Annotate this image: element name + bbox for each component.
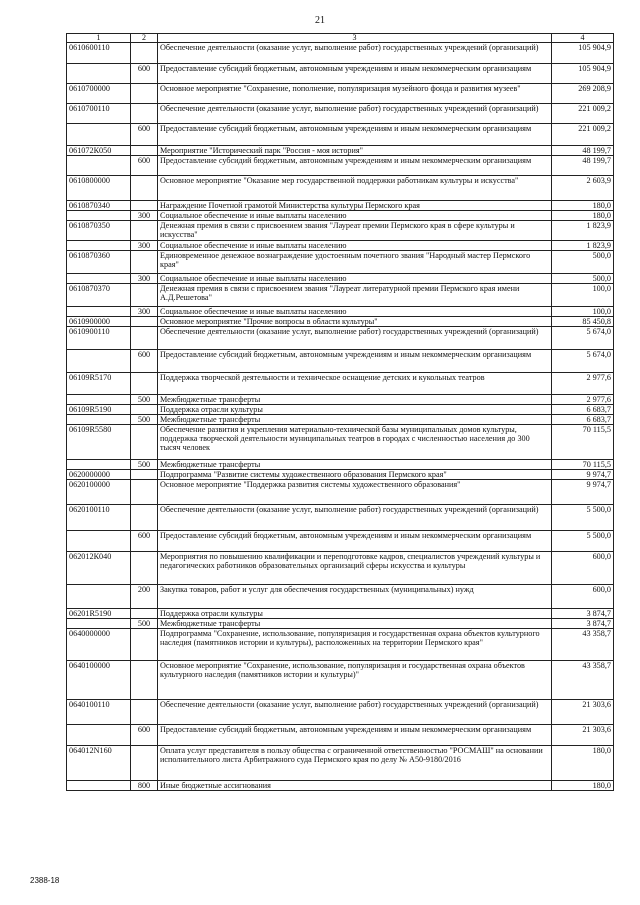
row-amount: 180,0 — [552, 201, 614, 211]
page-number: 21 — [315, 15, 325, 26]
row-amount: 6 683,7 — [552, 415, 614, 425]
row-description: Предоставление субсидий бюджетным, автономным учреждениям и иным некоммерческим организациям — [158, 124, 552, 146]
table-row — [67, 221, 614, 241]
row-code — [67, 350, 131, 373]
table-row — [67, 211, 614, 221]
row-expense-type: 200 — [131, 585, 158, 609]
table-row — [67, 629, 614, 661]
row-code: 0610700000 — [67, 84, 131, 104]
row-description: Награждение Почетной грамотой Министерства культуры Пермского края — [158, 201, 552, 211]
table-row — [67, 619, 614, 629]
budget-table — [66, 33, 614, 791]
table-row — [67, 350, 614, 373]
row-description: Социальное обеспечение и иные выплаты населению — [158, 211, 552, 221]
row-amount: 9 974,7 — [552, 470, 614, 480]
row-expense-type: 600 — [131, 156, 158, 176]
table-body — [67, 43, 614, 791]
row-expense-type — [131, 176, 158, 201]
row-code: 06109R5190 — [67, 405, 131, 415]
row-code: 0620100000 — [67, 480, 131, 505]
row-expense-type — [131, 661, 158, 700]
table-row — [67, 415, 614, 425]
row-expense-type: 500 — [131, 415, 158, 425]
row-description: Единовременное денежное вознаграждение удостоенным почетного звания "Народный мастер Пермского края" — [158, 251, 552, 274]
row-expense-type: 600 — [131, 124, 158, 146]
row-description: Основное мероприятие "Поддержка развития системы художественного образования" — [158, 480, 552, 505]
row-expense-type: 500 — [131, 619, 158, 629]
row-amount: 105 904,9 — [552, 43, 614, 64]
row-expense-type — [131, 43, 158, 64]
row-description: Мероприятия по повышению квалификации и переподготовке кадров, специалистов учреждений культуры и педагогических работников образовательных организаций сферы искусства и культуры — [158, 552, 552, 585]
row-description: Предоставление субсидий бюджетным, автономным учреждениям и иным некоммерческим организациям — [158, 64, 552, 84]
row-amount: 221 009,2 — [552, 104, 614, 124]
row-amount: 600,0 — [552, 585, 614, 609]
row-expense-type — [131, 317, 158, 327]
row-code — [67, 274, 131, 284]
row-code: 0610900000 — [67, 317, 131, 327]
row-expense-type: 300 — [131, 241, 158, 251]
row-expense-type — [131, 552, 158, 585]
row-description: Обеспечение деятельности (оказание услуг, выполнение работ) государственных учреждений (организаций) — [158, 327, 552, 350]
row-description: Межбюджетные трансферты — [158, 395, 552, 405]
row-code — [67, 307, 131, 317]
row-amount: 600,0 — [552, 552, 614, 585]
row-expense-type — [131, 104, 158, 124]
row-code: 0610870360 — [67, 251, 131, 274]
row-expense-type: 500 — [131, 395, 158, 405]
table-row — [67, 552, 614, 585]
row-code: 0610870370 — [67, 284, 131, 307]
row-description: Денежная премия в связи с присвоением звания "Лауреат литературной премии Пермского края имени А.Д.Решетова" — [158, 284, 552, 307]
row-amount: 43 358,7 — [552, 629, 614, 661]
table-row — [67, 661, 614, 700]
row-amount: 2 977,6 — [552, 373, 614, 395]
row-amount: 105 904,9 — [552, 64, 614, 84]
row-code: 062012К040 — [67, 552, 131, 585]
row-expense-type — [131, 700, 158, 725]
row-description: Предоставление субсидий бюджетным, автономным учреждениям и иным некоммерческим организациям — [158, 531, 552, 552]
row-description: Поддержка творческой деятельности и техническое оснащение детских и кукольных театров — [158, 373, 552, 395]
row-amount: 70 115,5 — [552, 460, 614, 470]
row-amount: 1 823,9 — [552, 241, 614, 251]
row-expense-type — [131, 284, 158, 307]
row-description: Обеспечение развития и укрепления материально-технической базы муниципальных домов культуры, поддержка творческой деятельности муниципальных театров в городах с численностью населения до 300 тысяч человек — [158, 425, 552, 460]
row-expense-type: 600 — [131, 350, 158, 373]
row-description: Обеспечение деятельности (оказание услуг, выполнение работ) государственных учреждений (организаций) — [158, 104, 552, 124]
column-header-4: 4 — [552, 34, 614, 43]
row-amount: 180,0 — [552, 211, 614, 221]
row-amount: 6 683,7 — [552, 405, 614, 415]
row-description: Социальное обеспечение и иные выплаты населению — [158, 307, 552, 317]
table-row — [67, 156, 614, 176]
row-code: 06109R5580 — [67, 425, 131, 460]
column-header-3: 3 — [158, 34, 552, 43]
row-description: Межбюджетные трансферты — [158, 460, 552, 470]
table-row — [67, 43, 614, 64]
row-expense-type — [131, 405, 158, 415]
row-expense-type — [131, 373, 158, 395]
row-amount: 500,0 — [552, 251, 614, 274]
row-expense-type — [131, 746, 158, 781]
row-amount: 5 500,0 — [552, 505, 614, 531]
table-row — [67, 700, 614, 725]
row-amount: 5 674,0 — [552, 350, 614, 373]
row-code: 0610800000 — [67, 176, 131, 201]
row-code: 0640000000 — [67, 629, 131, 661]
table-row — [67, 746, 614, 781]
row-code: 06201R5190 — [67, 609, 131, 619]
row-amount: 21 303,6 — [552, 700, 614, 725]
row-code: 0610600110 — [67, 43, 131, 64]
row-expense-type — [131, 327, 158, 350]
row-description: Иные бюджетные ассигнования — [158, 781, 552, 791]
table-row — [67, 307, 614, 317]
row-code: 061072К050 — [67, 146, 131, 156]
row-description: Оплата услуг представителя в пользу общества с ограниченной ответственностью "РОСМАШ" на основании исполнительного листа Арбитражного суда Пермского края по делу № А50-9180/2016 — [158, 746, 552, 781]
row-amount: 48 199,7 — [552, 146, 614, 156]
row-code — [67, 124, 131, 146]
table-row — [67, 405, 614, 415]
row-amount: 70 115,5 — [552, 425, 614, 460]
table-row — [67, 274, 614, 284]
table-row — [67, 609, 614, 619]
row-description: Предоставление субсидий бюджетным, автономным учреждениям и иным некоммерческим организациям — [158, 350, 552, 373]
table-row — [67, 317, 614, 327]
table-row — [67, 781, 614, 791]
row-description: Закупка товаров, работ и услуг для обеспечения государственных (муниципальных) нужд — [158, 585, 552, 609]
row-expense-type — [131, 505, 158, 531]
row-expense-type — [131, 221, 158, 241]
row-code: 0610870350 — [67, 221, 131, 241]
row-amount: 2 977,6 — [552, 395, 614, 405]
table-row — [67, 241, 614, 251]
column-header-1: 1 — [67, 34, 131, 43]
table-row — [67, 460, 614, 470]
table-header — [67, 34, 614, 43]
row-code: 0640100110 — [67, 700, 131, 725]
row-amount: 3 874,7 — [552, 609, 614, 619]
row-amount: 1 823,9 — [552, 221, 614, 241]
row-amount: 180,0 — [552, 746, 614, 781]
row-code: 06109R5170 — [67, 373, 131, 395]
row-code: 0610700110 — [67, 104, 131, 124]
row-code — [67, 156, 131, 176]
row-code — [67, 415, 131, 425]
table-row — [67, 480, 614, 505]
row-expense-type — [131, 251, 158, 274]
row-description: Поддержка отрасли культуры — [158, 609, 552, 619]
row-amount: 3 874,7 — [552, 619, 614, 629]
row-amount: 21 303,6 — [552, 725, 614, 746]
row-code: 0640100000 — [67, 661, 131, 700]
row-expense-type — [131, 146, 158, 156]
row-code: 0610900110 — [67, 327, 131, 350]
row-description: Обеспечение деятельности (оказание услуг, выполнение работ) государственных учреждений (организаций) — [158, 505, 552, 531]
row-amount: 100,0 — [552, 284, 614, 307]
row-amount: 180,0 — [552, 781, 614, 791]
table-row — [67, 395, 614, 405]
row-expense-type: 800 — [131, 781, 158, 791]
row-expense-type — [131, 201, 158, 211]
row-amount: 100,0 — [552, 307, 614, 317]
row-amount: 221 009,2 — [552, 124, 614, 146]
row-description: Денежная премия в связи с присвоением звания "Лауреат премии Пермского края в сфере культуры и искусства" — [158, 221, 552, 241]
row-description: Предоставление субсидий бюджетным, автономным учреждениям и иным некоммерческим организациям — [158, 156, 552, 176]
row-description: Обеспечение деятельности (оказание услуг, выполнение работ) государственных учреждений (организаций) — [158, 43, 552, 64]
row-code — [67, 781, 131, 791]
row-expense-type: 600 — [131, 725, 158, 746]
table-row — [67, 84, 614, 104]
row-description: Подпрограмма "Сохранение, использование, популяризация и государственная охрана объектов культурного наследия (памятников истории и культуры), расположенных на территории Пермского края" — [158, 629, 552, 661]
row-code — [67, 241, 131, 251]
row-description: Социальное обеспечение и иные выплаты населению — [158, 274, 552, 284]
row-description: Поддержка отрасли культуры — [158, 405, 552, 415]
row-expense-type — [131, 470, 158, 480]
row-expense-type: 300 — [131, 211, 158, 221]
row-code — [67, 395, 131, 405]
row-amount: 5 674,0 — [552, 327, 614, 350]
table-row — [67, 104, 614, 124]
row-description: Подпрограмма "Развитие системы художественного образования Пермского края" — [158, 470, 552, 480]
row-amount: 2 603,9 — [552, 176, 614, 201]
table-row — [67, 124, 614, 146]
row-amount: 500,0 — [552, 274, 614, 284]
row-description: Межбюджетные трансферты — [158, 415, 552, 425]
row-code — [67, 460, 131, 470]
row-expense-type: 600 — [131, 531, 158, 552]
table-row — [67, 64, 614, 84]
row-expense-type: 500 — [131, 460, 158, 470]
row-amount: 43 358,7 — [552, 661, 614, 700]
row-amount: 9 974,7 — [552, 480, 614, 505]
row-expense-type — [131, 425, 158, 460]
table-row — [67, 531, 614, 552]
table-row — [67, 505, 614, 531]
row-expense-type — [131, 480, 158, 505]
row-description: Обеспечение деятельности (оказание услуг, выполнение работ) государственных учреждений (организаций) — [158, 700, 552, 725]
table-row — [67, 284, 614, 307]
row-code — [67, 211, 131, 221]
row-code — [67, 725, 131, 746]
row-description: Основное мероприятие "Сохранение, использование, популяризация и государственная охрана объектов культурного наследия (памятников истории и культуры)" — [158, 661, 552, 700]
table-row — [67, 176, 614, 201]
table-row — [67, 251, 614, 274]
document-id: 2388-18 — [30, 876, 60, 885]
row-code: 0610870340 — [67, 201, 131, 211]
row-expense-type — [131, 629, 158, 661]
table-row — [67, 470, 614, 480]
row-description: Межбюджетные трансферты — [158, 619, 552, 629]
row-amount: 48 199,7 — [552, 156, 614, 176]
table-row — [67, 425, 614, 460]
table-row — [67, 327, 614, 350]
row-description: Основное мероприятие "Оказание мер государственной поддержки работникам культуры и искусства" — [158, 176, 552, 201]
table-row — [67, 373, 614, 395]
column-header-2: 2 — [131, 34, 158, 43]
row-amount: 5 500,0 — [552, 531, 614, 552]
table-row — [67, 585, 614, 609]
row-code — [67, 531, 131, 552]
row-expense-type — [131, 84, 158, 104]
row-description: Основное мероприятие "Прочие вопросы в области культуры" — [158, 317, 552, 327]
row-description: Социальное обеспечение и иные выплаты населению — [158, 241, 552, 251]
row-code — [67, 585, 131, 609]
table-row — [67, 725, 614, 746]
row-code: 0620000000 — [67, 470, 131, 480]
table-row — [67, 146, 614, 156]
row-expense-type: 600 — [131, 64, 158, 84]
row-expense-type — [131, 609, 158, 619]
row-amount: 269 208,9 — [552, 84, 614, 104]
row-expense-type: 300 — [131, 307, 158, 317]
row-amount: 85 450,8 — [552, 317, 614, 327]
row-code — [67, 619, 131, 629]
row-description: Основное мероприятие "Сохранение, пополнение, популяризация музейного фонда и развития музеев" — [158, 84, 552, 104]
row-expense-type: 300 — [131, 274, 158, 284]
row-code — [67, 64, 131, 84]
row-description: Мероприятие "Исторический парк "Россия - моя история" — [158, 146, 552, 156]
table-row — [67, 201, 614, 211]
row-code: 064012N160 — [67, 746, 131, 781]
row-code: 0620100110 — [67, 505, 131, 531]
row-description: Предоставление субсидий бюджетным, автономным учреждениям и иным некоммерческим организациям — [158, 725, 552, 746]
